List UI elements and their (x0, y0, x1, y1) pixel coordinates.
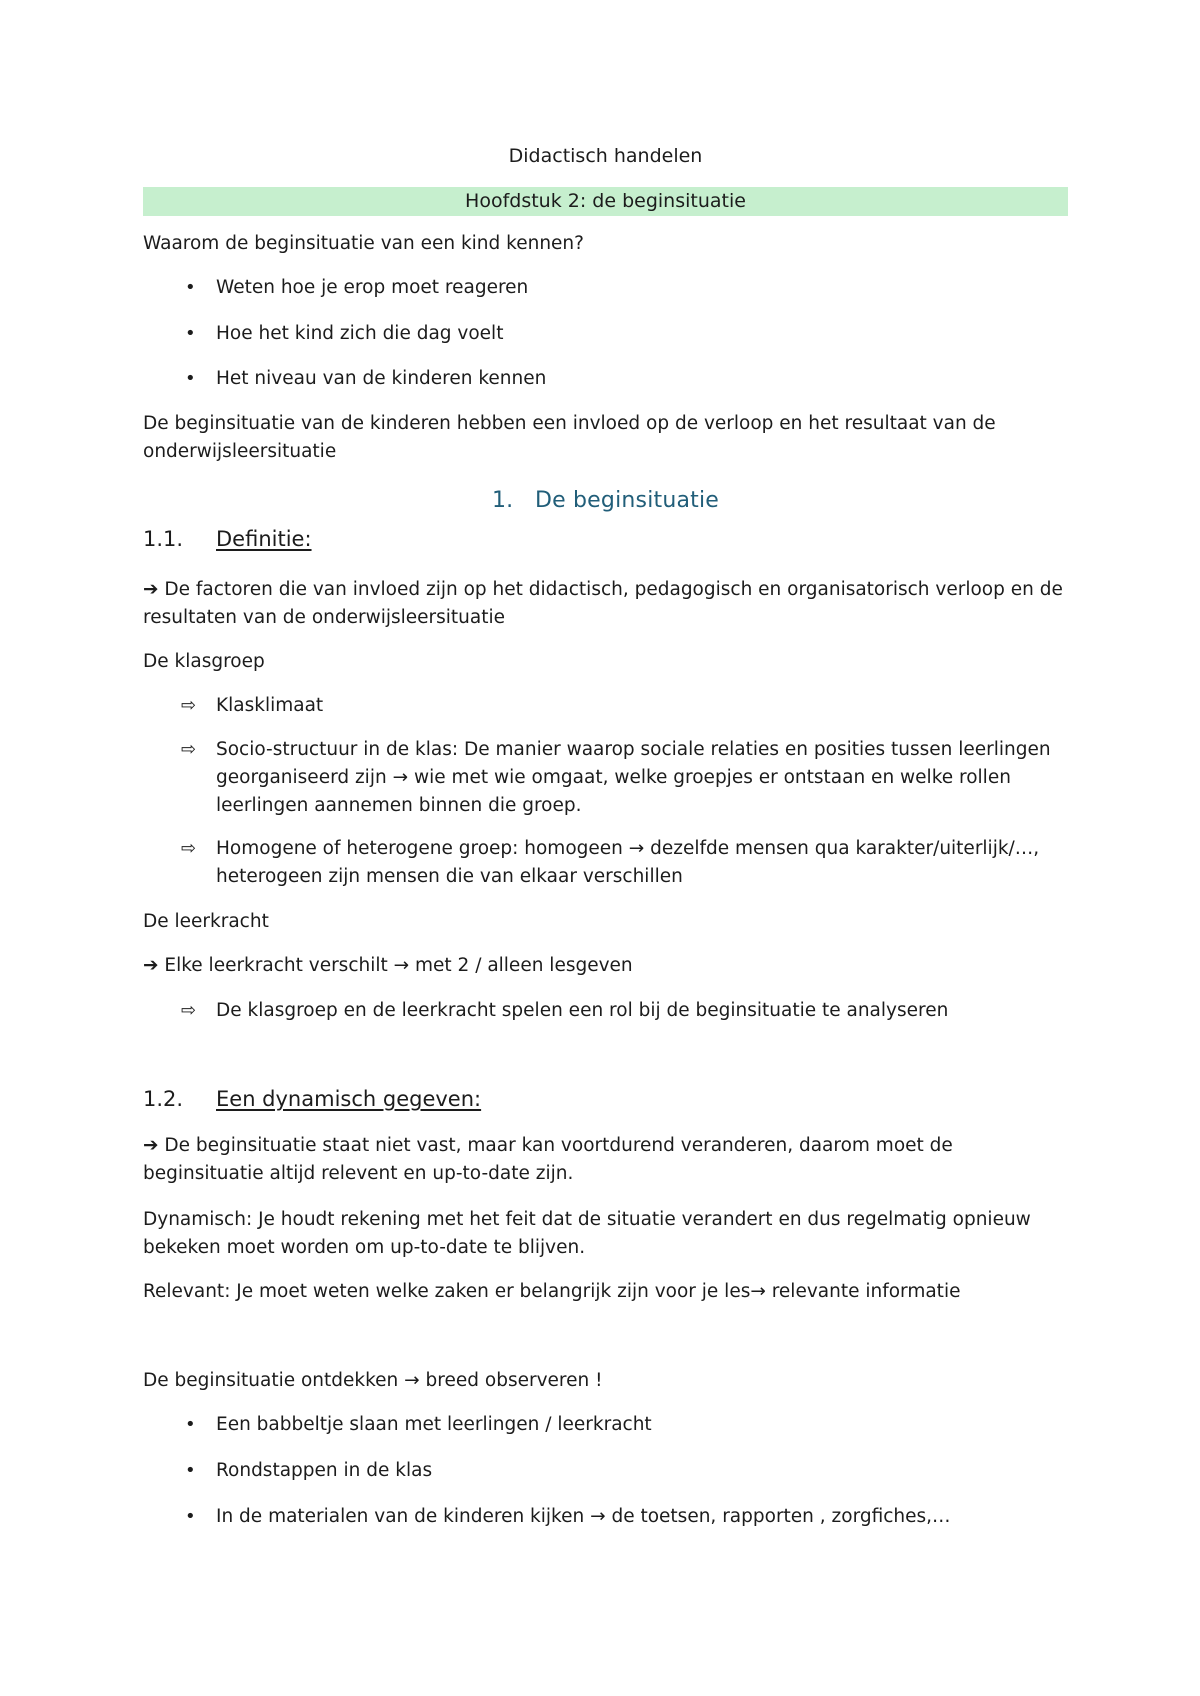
list-item-text: Hoe het kind zich die dag voelt (216, 323, 504, 344)
list-item-text: Socio-structuur in de klas: De manier waarop sociale relaties en posities tussen leerlingen georganiseerd zijn → wie met wie omgaat, welke groepjes er ontstaan en welke rollen leerlingen aannemen binnen die groep. (216, 739, 1051, 816)
hollow-arrow-icon: ⇨ (181, 1000, 197, 1021)
leerkracht-statement (143, 952, 1068, 980)
subsection-number: 1.2. (143, 1087, 184, 1111)
section-heading-1 (143, 488, 1068, 513)
section-heading-number: 1. (491, 488, 514, 513)
bullet-icon: • (185, 1414, 196, 1435)
bullet-icon: • (185, 368, 196, 389)
section-heading-label: De beginsituatie (534, 488, 720, 513)
list-item-text: Het niveau van de kinderen kennen (216, 368, 547, 389)
arrow-icon: ➔ (143, 955, 159, 976)
intro-statement: De beginsituatie van de kinderen hebben een invloed op de verloop en het resultaat van de onderwijsleersituatie (143, 413, 996, 462)
definition-text (143, 576, 1068, 632)
dynamic-statement-text: De beginsituatie staat niet vast, maar kan voortdurend veranderen, daarom moet de beginsituatie altijd relevent en up-to-date zijn. (143, 1135, 953, 1184)
list-item-text: In de materialen van de kinderen kijken → de toetsen, rapporten , zorgfiches,… (216, 1506, 951, 1527)
list-item-text: Klasklimaat (216, 695, 324, 716)
list-item-text: De klasgroep en de leerkracht spelen een rol bij de beginsituatie te analyseren (216, 1000, 949, 1021)
dynamic-statement (143, 1132, 1068, 1188)
subsection-label: Definitie: (216, 527, 312, 551)
leerkracht-statement-text: Elke leerkracht verschilt → met 2 / alleen lesgeven (164, 955, 633, 976)
document-title: Didactisch handelen (508, 145, 703, 167)
hollow-arrow-icon: ⇨ (181, 739, 197, 760)
leerkracht-label: De leerkracht (143, 911, 269, 932)
subsection-heading-1-2 (143, 1087, 1068, 1111)
list-item-text: Rondstappen in de klas (216, 1460, 433, 1481)
arrow-icon: ➔ (143, 579, 159, 600)
intro-question: Waarom de beginsituatie van een kind kennen? (143, 233, 584, 254)
klasgroep-label: De klasgroep (143, 651, 265, 672)
chapter-title: Hoofdstuk 2: de beginsituatie (143, 187, 1068, 216)
subsection-label: Een dynamisch gegeven: (216, 1087, 482, 1111)
dynamisch-definition: Dynamisch: Je houdt rekening met het feit dat de situatie verandert en dus regelmatig opnieuw bekeken moet worden om up-to-date te blijven. (143, 1209, 1031, 1258)
hollow-arrow-icon: ⇨ (181, 695, 197, 716)
arrow-icon: ➔ (143, 1135, 159, 1156)
hollow-arrow-icon: ⇨ (181, 838, 197, 859)
bullet-icon: • (185, 323, 196, 344)
list-item-text: Weten hoe je erop moet reageren (216, 277, 529, 298)
list-item-text: Homogene of heterogene groep: homogeen → dezelfde mensen qua karakter/uiterlijk/…, heterogeen zijn mensen die van elkaar verschillen (216, 838, 1040, 887)
bullet-icon: • (185, 1460, 196, 1481)
definition-body: De factoren die van invloed zijn op het didactisch, pedagogisch en organisatorisch verloop en de resultaten van de onderwijsleersituatie (143, 579, 1063, 628)
bullet-icon: • (185, 1506, 196, 1527)
relevant-definition: Relevant: Je moet weten welke zaken er belangrijk zijn voor je les→ relevante informatie (143, 1281, 961, 1302)
subsection-heading-1-1 (143, 527, 1068, 551)
subsection-number: 1.1. (143, 527, 184, 551)
ontdekken-statement: De beginsituatie ontdekken → breed observeren ! (143, 1370, 603, 1391)
list-item-text: Een babbeltje slaan met leerlingen / leerkracht (216, 1414, 652, 1435)
bullet-icon: • (185, 277, 196, 298)
